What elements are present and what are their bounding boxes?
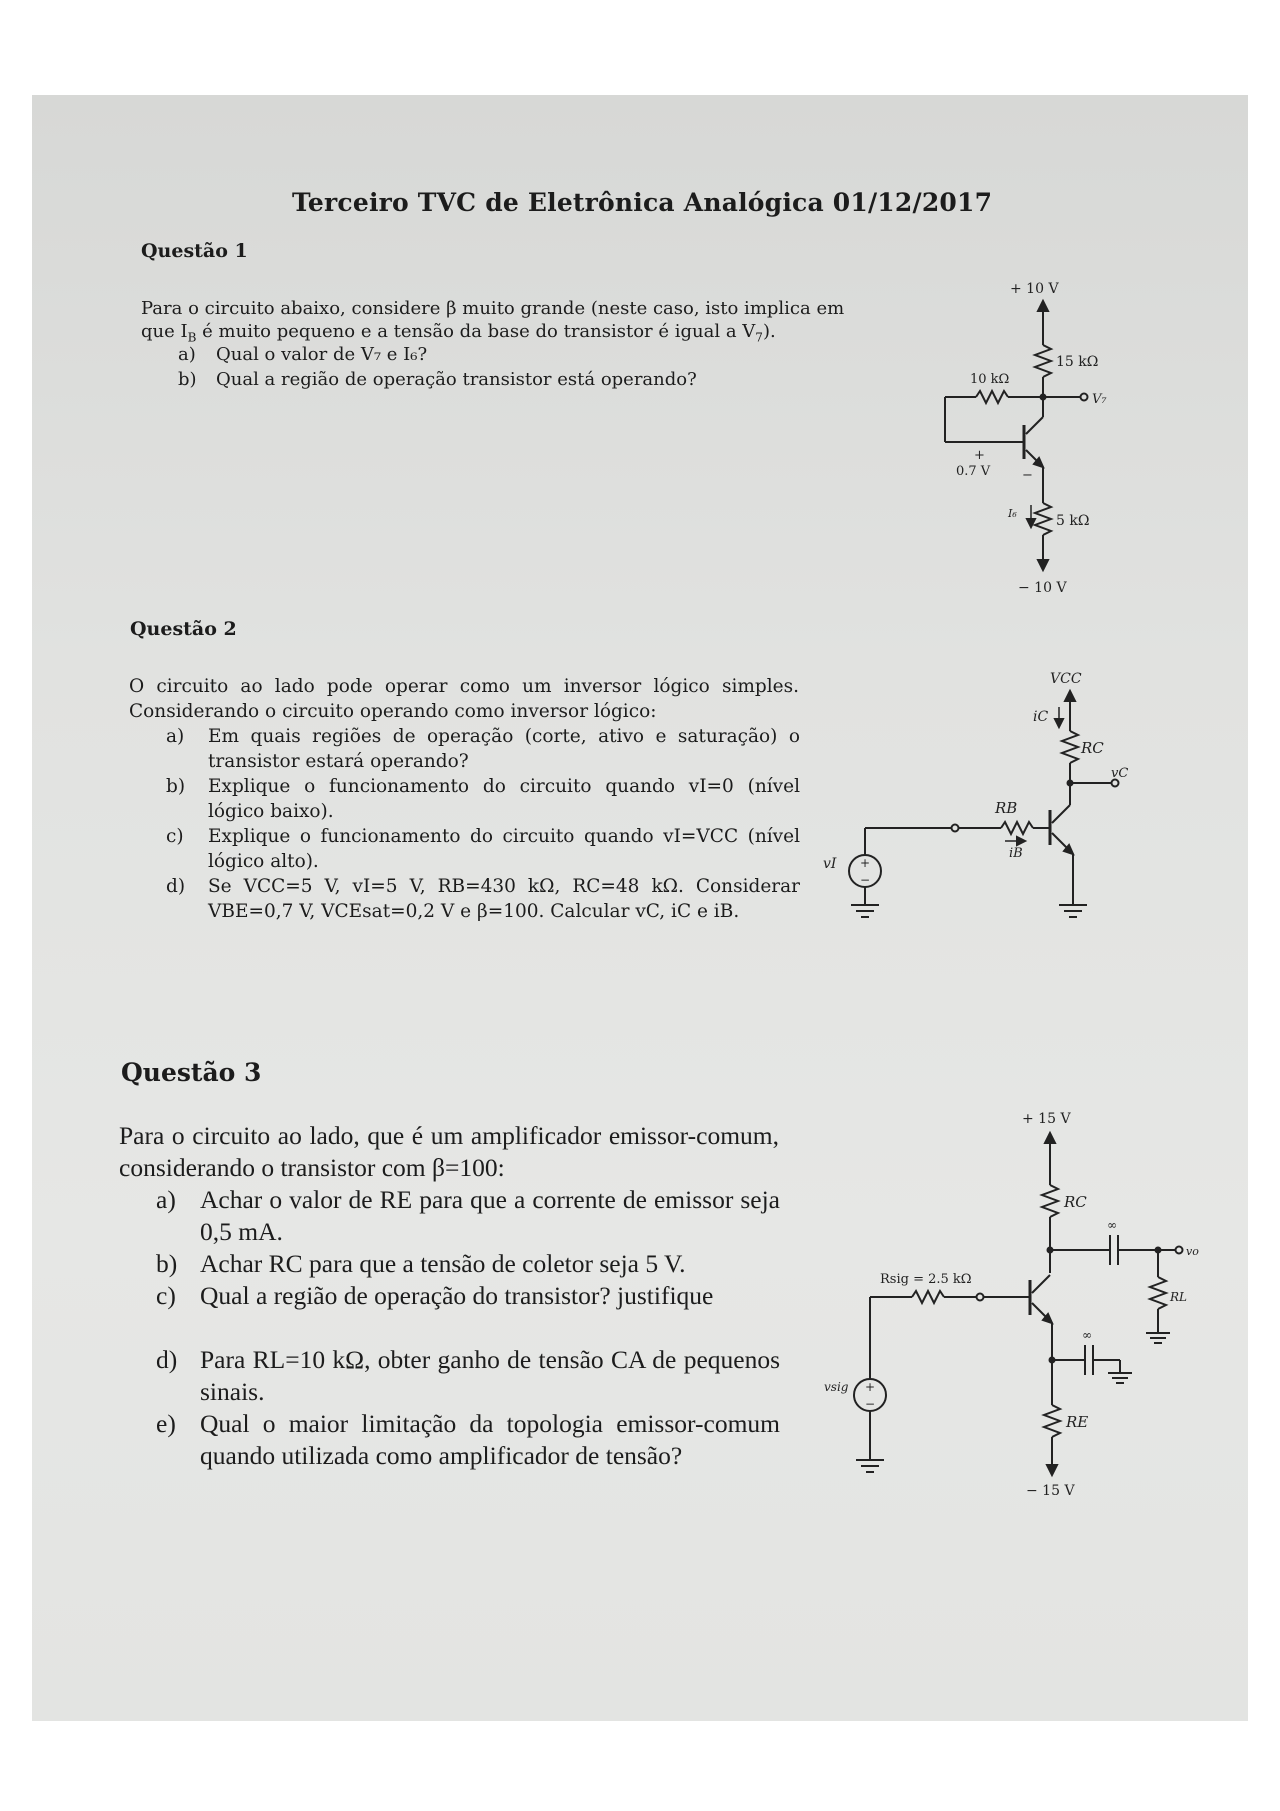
q1-supply-arrow xyxy=(1038,301,1048,311)
q1-neg-supply-arrow xyxy=(1038,560,1048,570)
svg-text:+: + xyxy=(865,1380,876,1394)
q1-vbe-label: 0.7 V xyxy=(956,464,991,479)
svg-text:−: − xyxy=(860,873,871,887)
q2-resistor-rc xyxy=(1062,731,1078,763)
q2-rc-label: RC xyxy=(1081,739,1104,757)
q1-current-label: I₆ xyxy=(1008,507,1017,520)
q3-vo-label: vo xyxy=(1186,1245,1199,1258)
q1-resistor-10k xyxy=(976,391,1008,403)
question-2-heading: Questão 2 xyxy=(130,618,237,640)
q3-resistor-rc xyxy=(1042,1185,1058,1217)
question-2-circuit xyxy=(815,665,1129,935)
q3-vminus-label: − 15 V xyxy=(1026,1483,1075,1499)
q2-input-node xyxy=(952,825,959,832)
q1-resistor-15k xyxy=(1035,345,1051,377)
question-1-heading: Questão 1 xyxy=(141,240,248,262)
question-1-intro-line2: que $I_B$ é muito pequeno e a tensão da base do transistor é igual a $V_7$). xyxy=(141,321,776,345)
question-1-item-b: b) Qual a região de operação transistor está operando? xyxy=(178,369,697,390)
q3-resistor-rsig xyxy=(912,1291,944,1303)
q3-rl-label: RL xyxy=(1170,1290,1188,1304)
q1-resistor-5k xyxy=(1035,503,1051,535)
q2-vcc-label: VCC xyxy=(1050,671,1082,687)
question-3-item-e: e) Qual o maior limitação da topologia emissor-comum quando utilizada como amplificador de tensão? xyxy=(156,1409,780,1470)
svg-text:−: − xyxy=(865,1397,876,1411)
q3-resistor-re xyxy=(1044,1405,1060,1437)
question-3-item-a: a) Achar o valor de RE para que a corrente de emissor seja 0,5 mA. xyxy=(156,1185,780,1246)
q2-vcc-arrow xyxy=(1065,691,1075,701)
q3-output-node xyxy=(1176,1247,1183,1254)
q2-vi-label: vI xyxy=(823,856,837,872)
svg-text:+: + xyxy=(860,856,871,870)
q1-vminus-label: − 10 V xyxy=(1018,580,1067,596)
exam-title: Terceiro TVC de Eletrônica Analógica 01/12/2017 xyxy=(292,188,993,217)
question-2-item-a: a) Em quais regiões de operação (corte, ativo e saturação) o transistor estará operando? xyxy=(166,726,800,772)
question-2-item-c: c) Explique o funcionamento do circuito quando vI=VCC (nível lógico alto). xyxy=(166,826,800,872)
svg-text:+: + xyxy=(974,448,985,463)
q3-rc-label: RC xyxy=(1064,1193,1087,1211)
q3-vplus-label: + 15 V xyxy=(1022,1111,1071,1127)
question-1-circuit xyxy=(940,245,1120,605)
question-2-intro: O circuito ao lado pode operar como um inversor lógico simples. Considerando o circuito operando como inversor lógico: xyxy=(129,676,799,722)
q3-vsig-label: vsig xyxy=(824,1380,849,1394)
q1-r-fb-label: 10 kΩ xyxy=(970,372,1010,387)
question-1-item-a: a) Qual o valor de V₇ e I₆? xyxy=(178,344,428,365)
q1-r-bottom-label: 5 kΩ xyxy=(1056,513,1090,529)
question-3-heading: Questão 3 xyxy=(121,1058,262,1087)
q3-transistor-collector xyxy=(1032,1275,1050,1293)
q2-ic-label: iC xyxy=(1033,709,1049,725)
q1-transistor-collector xyxy=(1026,417,1043,434)
q3-re-label: RE xyxy=(1066,1413,1089,1431)
q3-input-node xyxy=(977,1294,984,1301)
q1-r-top-label: 15 kΩ xyxy=(1056,354,1099,370)
q3-resistor-rl xyxy=(1150,1277,1166,1309)
q1-vout-label: V₇ xyxy=(1092,392,1107,407)
q2-resistor-rb xyxy=(1001,822,1033,834)
q1-vplus-label: + 10 V xyxy=(1010,281,1059,297)
q2-ib-label: iB xyxy=(1009,846,1023,861)
question-2-item-d: d) Se VCC=5 V, vI=5 V, RB=430 kΩ, RC=48 kΩ. Considerar VBE=0,7 V, VCEsat=0,2 V e β=100. Calcular vC, iC e iB. xyxy=(166,876,800,922)
question-3-item-d: d) Para RL=10 kΩ, obter ganho de tensão CA de pequenos sinais. xyxy=(156,1345,780,1406)
q1-output-node xyxy=(1081,394,1088,401)
question-3-item-c: c) Qual a região de operação do transistor? justifique xyxy=(156,1281,714,1310)
q2-vc-label: vC xyxy=(1111,766,1129,781)
q3-vplus-arrow xyxy=(1045,1133,1055,1143)
q2-rb-label: RB xyxy=(995,799,1018,817)
question-3-item-b: b) Achar RC para que a tensão de coletor seja 5 V. xyxy=(156,1249,686,1278)
question-3-circuit xyxy=(820,1105,1210,1515)
svg-text:∞: ∞ xyxy=(1107,1218,1117,1232)
question-1-intro xyxy=(141,297,901,350)
question-2-item-b: b) Explique o funcionamento do circuito quando vI=0 (nível lógico baixo). xyxy=(166,776,800,822)
question-1-intro-line1: Para o circuito abaixo, considere β muito grande (neste caso, isto implica em xyxy=(141,298,845,319)
q3-vminus-arrow xyxy=(1047,1465,1057,1475)
svg-text:−: − xyxy=(1022,468,1033,483)
q3-rsig-label: Rsig = 2.5 kΩ xyxy=(880,1272,972,1287)
q2-transistor-collector xyxy=(1052,805,1070,823)
question-3-intro: Para o circuito ao lado, que é um amplificador emissor-comum, considerando o transistor com β=100: xyxy=(119,1121,779,1182)
svg-text:∞: ∞ xyxy=(1082,1328,1092,1342)
